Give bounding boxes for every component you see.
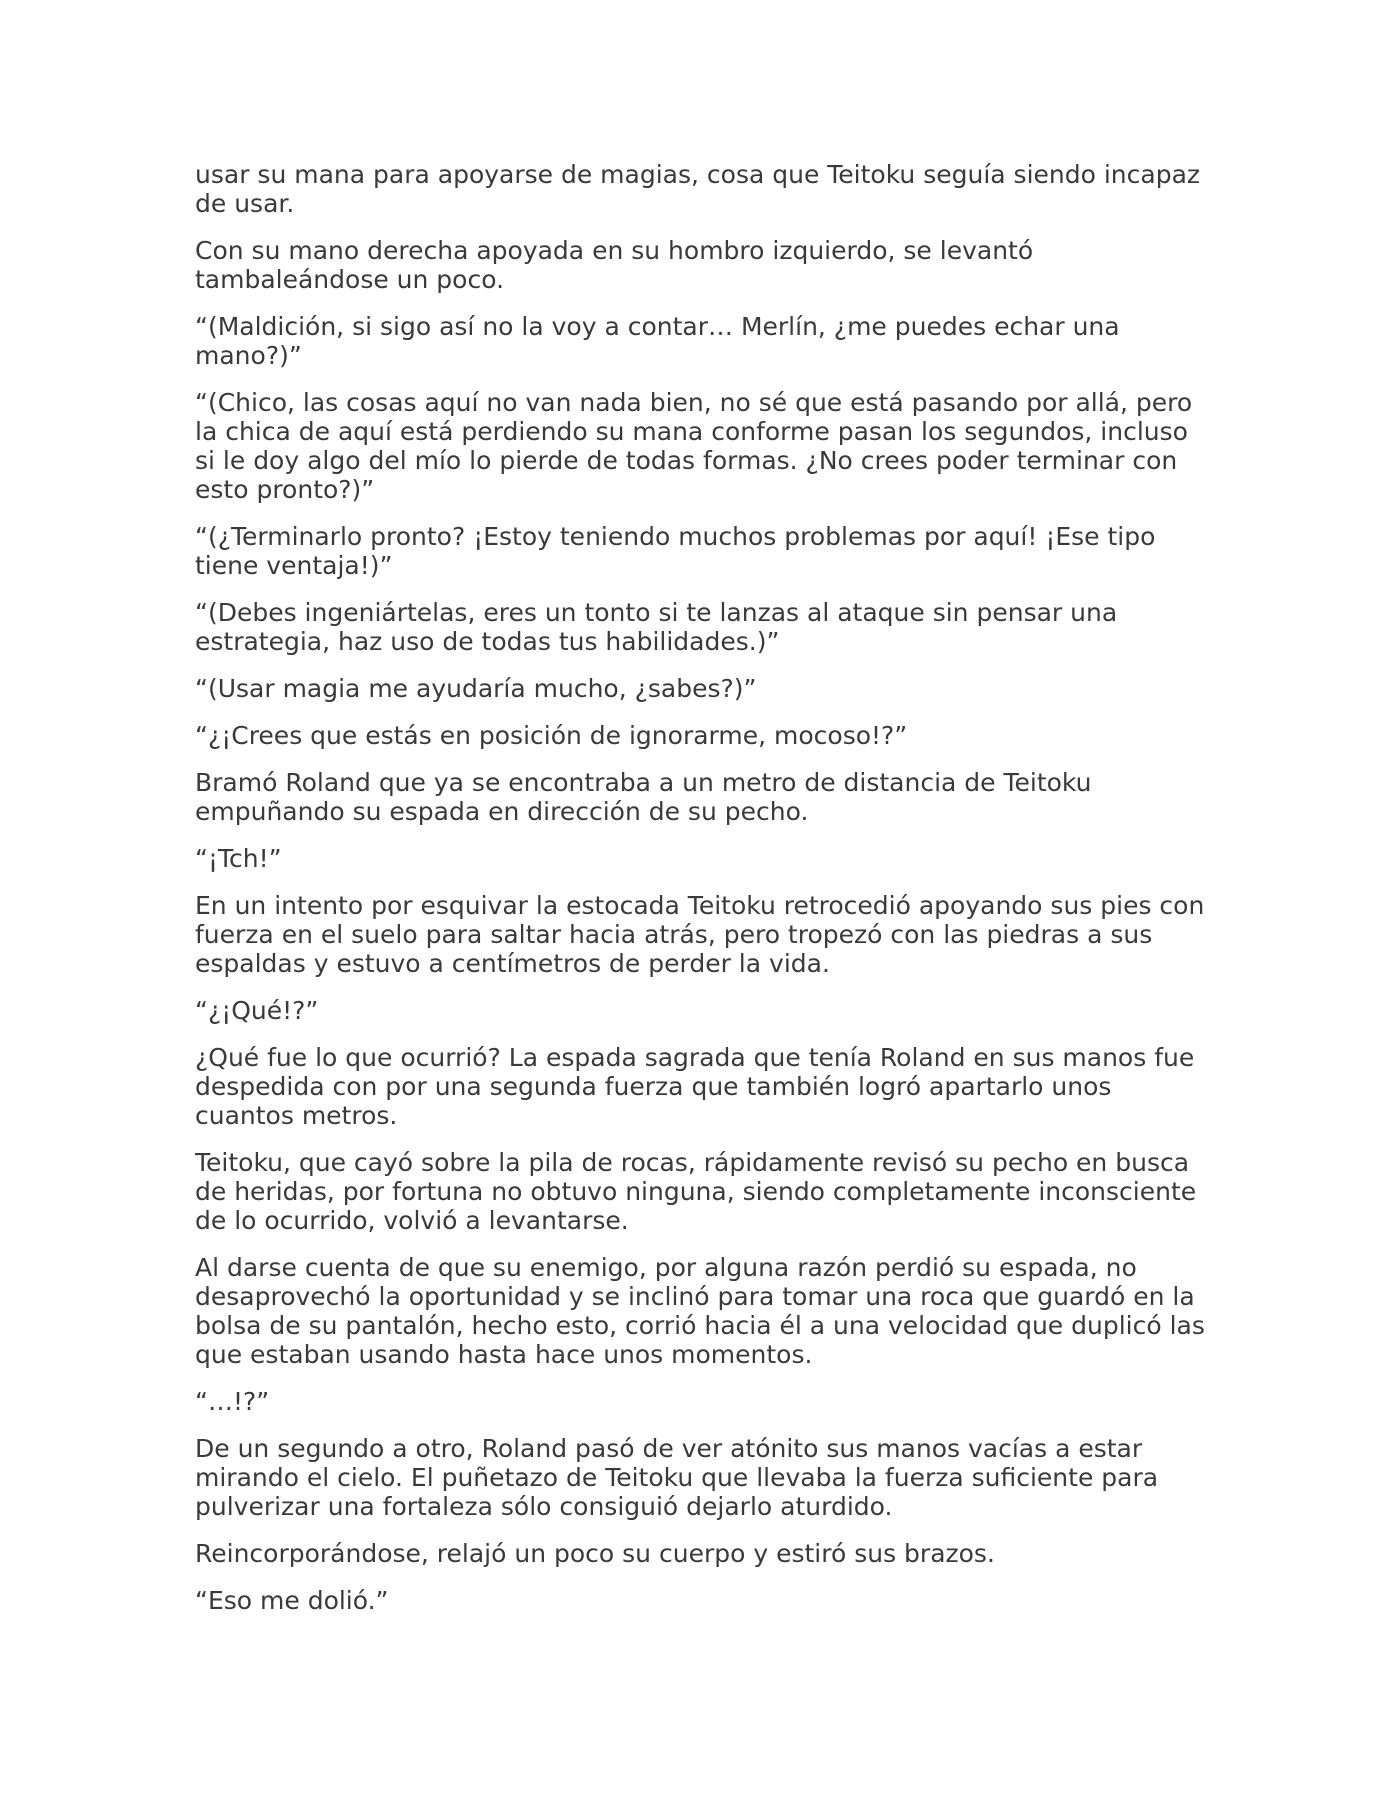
paragraph: Con su mano derecha apoyada en su hombro izquierdo, se levantó tambaleándose un poco. <box>195 236 1034 294</box>
dialogue-line: “(Chico, las cosas aquí no van nada bien, no sé que está pasando por allá, pero la chica de aquí está perdiendo su mana conforme pasan los segundos, incluso si le doy algo del mío lo pierde de todas formas. ¿No crees poder terminar con esto pronto?)” <box>195 388 1193 504</box>
dialogue-line: “(Usar magia me ayudaría mucho, ¿sabes?)” <box>195 674 757 703</box>
paragraph: usar su mana para apoyarse de magias, cosa que Teitoku seguía siendo incapaz de usar. <box>195 160 1201 218</box>
dialogue-line: “¿¡Crees que estás en posición de ignorarme, mocoso!?” <box>195 721 908 750</box>
dialogue-line: “(Maldición, si sigo así no la voy a contar… Merlín, ¿me puedes echar una mano?)” <box>195 312 1120 370</box>
paragraph: Teitoku, que cayó sobre la pila de rocas, rápidamente revisó su pecho en busca de heridas, por fortuna no obtuvo ninguna, siendo completamente inconsciente de lo ocurrido, volvió a levantarse. <box>195 1148 1197 1235</box>
dialogue-line: “¿¡Qué!?” <box>195 996 319 1025</box>
dialogue-line: “(¿Terminarlo pronto? ¡Estoy teniendo muchos problemas por aquí! ¡Ese tipo tiene ventaja!)” <box>195 522 1156 580</box>
dialogue-line: “(Debes ingeniártelas, eres un tonto si te lanzas al ataque sin pensar una estrategia, haz uso de todas tus habilidades.)” <box>195 598 1118 656</box>
paragraph: De un segundo a otro, Roland pasó de ver atónito sus manos vacías a estar mirando el cielo. El puñetazo de Teitoku que llevaba la fuerza suficiente para pulverizar una fortaleza sólo consiguió dejarlo aturdido. <box>195 1434 1159 1521</box>
paragraph: ¿Qué fue lo que ocurrió? La espada sagrada que tenía Roland en sus manos fue despedida con por una segunda fuerza que también logró apartarlo unos cuantos metros. <box>195 1043 1195 1130</box>
paragraph: Al darse cuenta de que su enemigo, por alguna razón perdió su espada, no desaprovechó la oportunidad y se inclinó para tomar una roca que guardó en la bolsa de su pantalón, hecho esto, corrió hacia él a una velocidad que duplicó las que estaban usando hasta hace unos momentos. <box>195 1253 1205 1369</box>
paragraph: Reincorporándose, relajó un poco su cuerpo y estiró sus brazos. <box>195 1539 995 1568</box>
document-body <box>195 160 1205 1633</box>
dialogue-line: “Eso me dolió.” <box>195 1586 389 1615</box>
paragraph: En un intento por esquivar la estocada Teitoku retrocedió apoyando sus pies con fuerza en el suelo para saltar hacia atrás, pero tropezó con las piedras a sus espaldas y estuvo a centímetros de perder la vida. <box>195 891 1205 978</box>
dialogue-line: “…!?” <box>195 1387 270 1416</box>
paragraph: Bramó Roland que ya se encontraba a un metro de distancia de Teitoku empuñando su espada en dirección de su pecho. <box>195 768 1092 826</box>
dialogue-line: “¡Tch!” <box>195 844 282 873</box>
